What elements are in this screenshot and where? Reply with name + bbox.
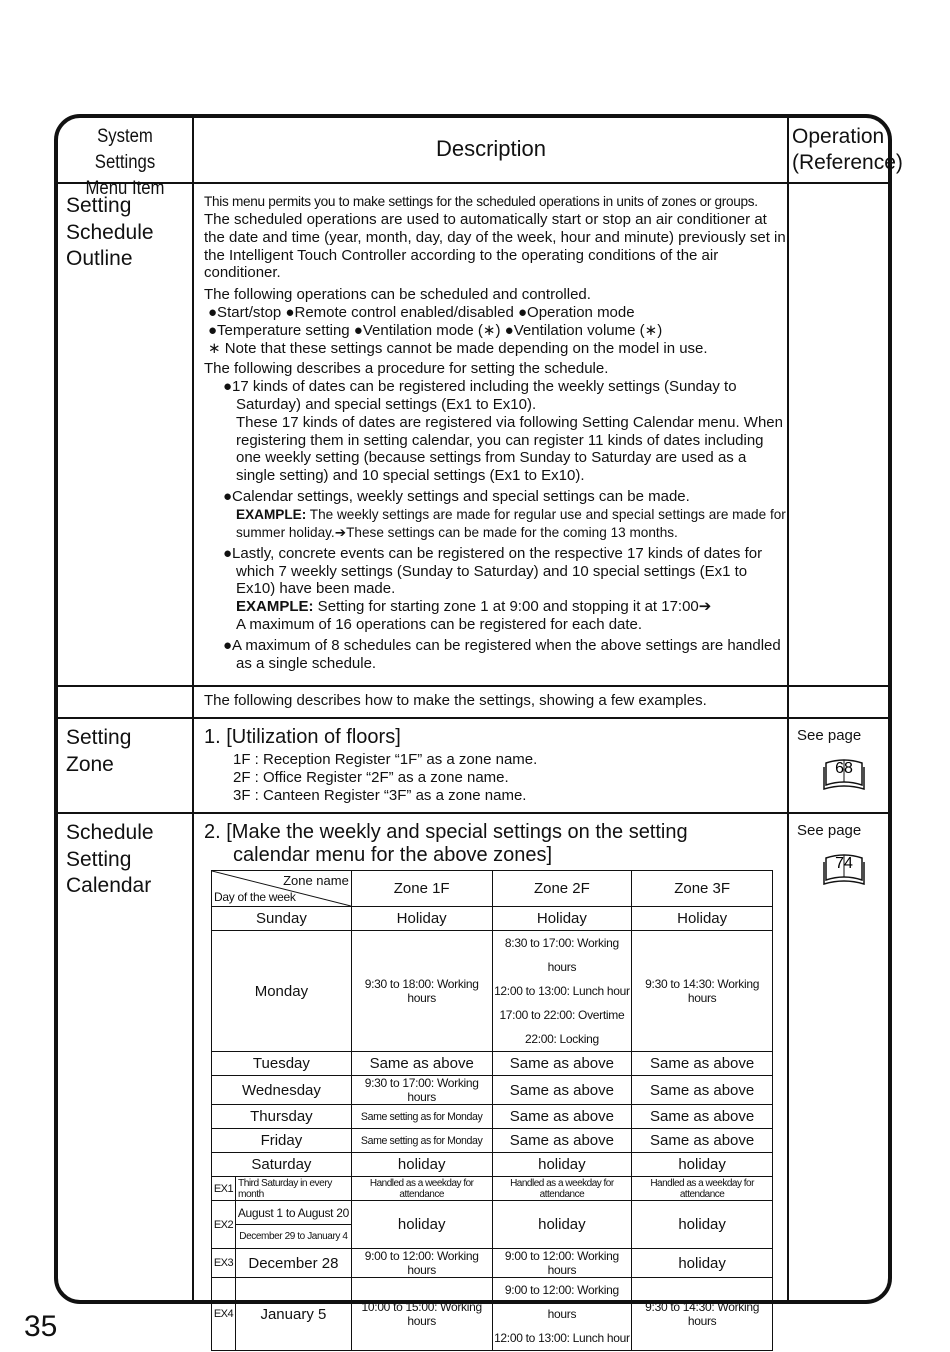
book-icon [822,755,866,795]
outline-description: This menu permits you to make settings for the scheduled operations in units of zones or groups. The scheduled operations are used to automatically start or stop an air conditioner at the date and time (year, month, day, day of the week, hour and minute) previously set in the Intelligent Touch Controller according to the operating conditions of the air conditioner. The following operations can be scheduled and controlled. ●Start/stop ●Remote control enabled/disabled ●Operation mode ●Temperature setting ●Ventilation mode (∗) ●Ventilation volume (∗) ∗ Note that these settings cannot be made depending on the model in use. The following describes a procedure for setting the schedule. ●17 kinds of dates can be registered including the weekly settings (Sunday to Saturday) and special settings (Ex1 to Ex10). These 17 kinds of dates are registered via following Setting Calendar menu. When registering them in setting calendar, you can register 11 kinds of dates including one weekly setting (because settings from Sunday to Saturday are used as a single setting) and 10 special settings (Ex1 to Ex10). ●Calendar settings, weekly settings and special settings can be made. EXAMPLE: The weekly settings are made for regular use and special settings are made for summer holiday.➔These settings can be made for the coming 13 months. ●Lastly, concrete events can be registered on the respective 17 kinds of dates for which 7 weekly settings (Sunday to Saturday) and 10 special settings (Ex1 to Ex10) have been made. EXAMPLE: Setting for starting zone 1 at 9:00 and stopping it at 17:00➔ A maximum of 16 operations can be registered for each date. ●A maximum of 8 schedules can be registered when the above settings are handled as a single schedule. [204,194,786,672]
corner-cell: Zone name Day of the week [212,871,352,907]
zone-header: Zone 3F [632,871,773,907]
table-row: EX4 January 5 10:00 to 15:00: Working hours 9:00 to 12:00: Working hours 12:00 to 13:00: Lunch hour 9:30 to 14:30: Working hours [212,1278,773,1351]
table-row: Monday 9:30 to 18:00: Working hours 8:30 to 17:00: Working hours 12:00 to 13:00: Lunch hour 17:00 to 22:00: Overtime 22:00: Locking 9:30 to 14:30: Working hours [212,931,773,1052]
table-row: EX2 August 1 to August 20 holiday holiday holiday [212,1201,773,1225]
item-setting-schedule-outline: Setting Schedule Outline [66,194,154,270]
item-setting-zone: Setting Zone [66,726,132,776]
zone-header: Zone 1F [351,871,492,907]
table-row: Wednesday 9:30 to 17:00: Working hours Same as above Same as above [212,1076,773,1105]
column-divider [192,114,194,1304]
table-row: EX1 Third Saturday in every month Handled as a weekday for attendance Handled as a weekday for attendance Handled as a weekday for attendance [212,1177,773,1201]
row-divider [56,717,892,719]
table-row: Sunday Holiday Holiday Holiday [212,907,773,931]
row-divider [56,685,892,687]
see-page-label: See page [797,822,862,839]
page-number: 35 [24,1310,58,1343]
item-schedule-setting-calendar: Schedule Setting Calendar [66,821,154,897]
page-ref: 68 [835,760,853,777]
book-icon [822,850,866,890]
table-row: Tuesday Same as above Same as above Same as above [212,1052,773,1076]
zone-list: 1F : Reception Register “1F” as a zone name. 2F : Office Register “2F” as a zone name. 3F : Canteen Register “3F” as a zone name. [233,751,538,804]
row-divider [56,812,892,814]
table-row: Thursday Same setting as for Monday Same as above Same as above [212,1105,773,1129]
page-ref: 74 [835,855,853,872]
zone-header: Zone 2F [492,871,632,907]
examples-note: The following describes how to make the settings, showing a few examples. [204,692,707,709]
table-row: Friday Same setting as for Monday Same as above Same as above [212,1129,773,1153]
see-page-label: See page [797,727,862,744]
table-row: Saturday holiday holiday holiday [212,1153,773,1177]
header-description: Description [435,136,547,161]
table-row: December 29 to January 4 [212,1225,773,1249]
calendar-heading: 2. [Make the weekly and special settings on the setting calendar menu for the above zones] [204,821,688,866]
zone-heading: 1. [Utilization of floors] [204,726,401,748]
schedule-table [211,870,773,1351]
table-row: EX3 December 28 9:00 to 12:00: Working hours 9:00 to 12:00: Working hours holiday [212,1249,773,1278]
header-operation: Operation (Reference) [792,125,903,174]
header-menu-item: System Settings Menu Item [85,126,165,199]
